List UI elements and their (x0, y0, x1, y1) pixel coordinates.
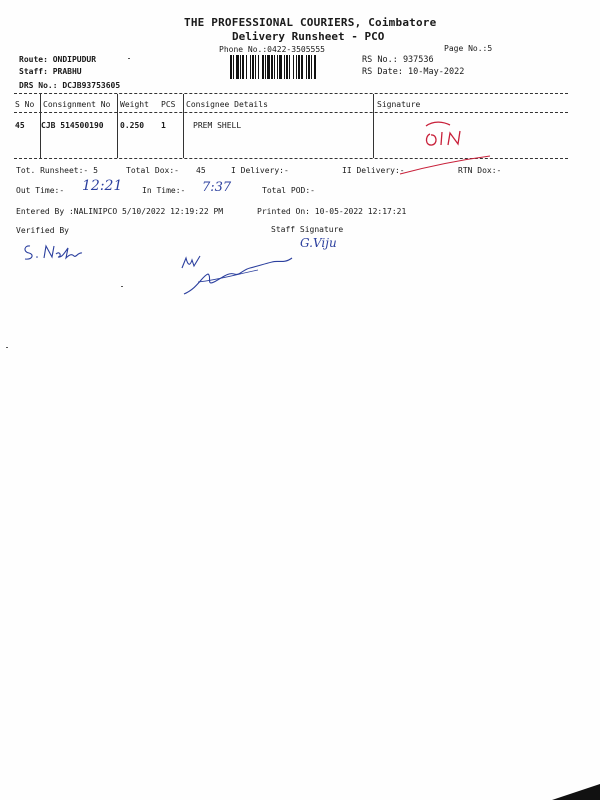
drs-number: DRS No.: DCJB93753605 (19, 81, 121, 90)
table-top-rule (14, 93, 568, 94)
barcode-gap (316, 55, 317, 79)
verified-by-signature (20, 240, 90, 268)
rtn-dox: RTN Dox:- (458, 166, 502, 175)
total-dox-value: 45 (196, 166, 206, 175)
in-time-value: 7:37 (202, 180, 232, 195)
document-title: Delivery Runsheet - PCO (232, 30, 385, 43)
page-number: Page No.:5 (444, 44, 493, 53)
col-header-signature: Signature (377, 100, 421, 109)
cell-weight: 0.250 (120, 121, 145, 130)
col-divider (373, 94, 374, 158)
i-delivery: I Delivery:- (231, 166, 289, 175)
entered-by: Entered By :NALINIPCO 5/10/2022 12:19:22 PM (16, 207, 224, 216)
table-header-rule (14, 112, 568, 113)
scan-speck (6, 347, 8, 348)
cell-pcs: 1 (161, 121, 166, 130)
cell-consignment: CJB 514500190 (41, 121, 104, 130)
cell-consignee: PREM SHELL (193, 121, 242, 130)
staff: Staff: PRABHU (19, 67, 82, 76)
out-time-value: 12:21 (82, 178, 123, 194)
tot-runsheet: Tot. Runsheet:- 5 (16, 166, 98, 175)
total-pod: Total POD:- (262, 186, 315, 195)
in-time-label: In Time:- (142, 186, 186, 195)
col-header-weight: Weight (120, 100, 149, 109)
table-bottom-rule (14, 158, 568, 159)
receiver-signature (420, 118, 480, 168)
staff-name-handwritten: G.Viju (300, 236, 337, 250)
cell-sno: 45 (15, 121, 25, 130)
out-time-label: Out Time:- (16, 186, 65, 195)
rs-number: RS No.: 937536 (362, 55, 434, 65)
phone-number: Phone No.:0422-3505555 (219, 45, 325, 54)
rs-date: RS Date: 10-May-2022 (362, 67, 465, 77)
ii-delivery: II Delivery:- (342, 166, 405, 175)
total-dox-label: Total Dox:- (126, 166, 179, 175)
company-name: THE PROFESSIONAL COURIERS, Coimbatore (184, 16, 437, 29)
col-header-sno: S No (15, 100, 35, 109)
staff-signature (178, 236, 368, 304)
scan-speck (121, 286, 123, 287)
verified-by-label: Verified By (16, 226, 69, 235)
col-divider (183, 94, 184, 158)
printed-on: Printed On: 10-05-2022 12:17:21 (257, 207, 407, 216)
scan-corner-shadow (552, 784, 600, 800)
col-header-pcs: PCS (161, 100, 176, 109)
barcode (230, 55, 317, 79)
col-header-consignee: Consignee Details (186, 100, 268, 109)
staff-signature-label: Staff Signature (271, 225, 344, 234)
col-header-consignment: Consignment No (43, 100, 111, 109)
col-divider (117, 94, 118, 158)
scan-speck (128, 58, 130, 59)
route: Route: ONDIPUDUR (19, 55, 97, 64)
